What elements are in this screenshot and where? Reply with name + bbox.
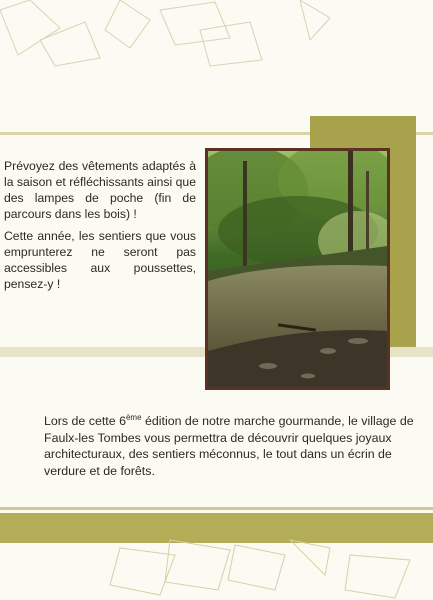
forest-stream-image bbox=[208, 151, 387, 387]
decorative-line-art-top bbox=[0, 0, 433, 70]
stroller-warning-paragraph: Cette année, les sentiers que vous emprunterez ne seront pas accessibles aux poussettes, pensez-y ! bbox=[4, 229, 196, 291]
event-intro-text bbox=[44, 413, 424, 479]
bottom-divider-line bbox=[0, 507, 433, 510]
intro-text-rest: édition de notre marche gourmande, le village de Faulx-les Tombes vous permettra de découvrir quelques joyaux architecturaux, des sentiers méconnus, le tout dans un écrin de verdure et de forêts. bbox=[44, 414, 414, 478]
ordinal-superscript: ème bbox=[125, 412, 142, 422]
clothing-advice-paragraph: Prévoyez des vêtements adaptés à la saison et réfléchissants ainsi que des lampes de poche (fin de parcours dans les bois) ! bbox=[4, 159, 196, 221]
bottom-olive-band bbox=[0, 513, 433, 543]
intro-text-start: Lors de cette 6 bbox=[44, 414, 126, 428]
advice-text-column bbox=[4, 158, 196, 298]
forest-stream-photo bbox=[205, 148, 390, 390]
